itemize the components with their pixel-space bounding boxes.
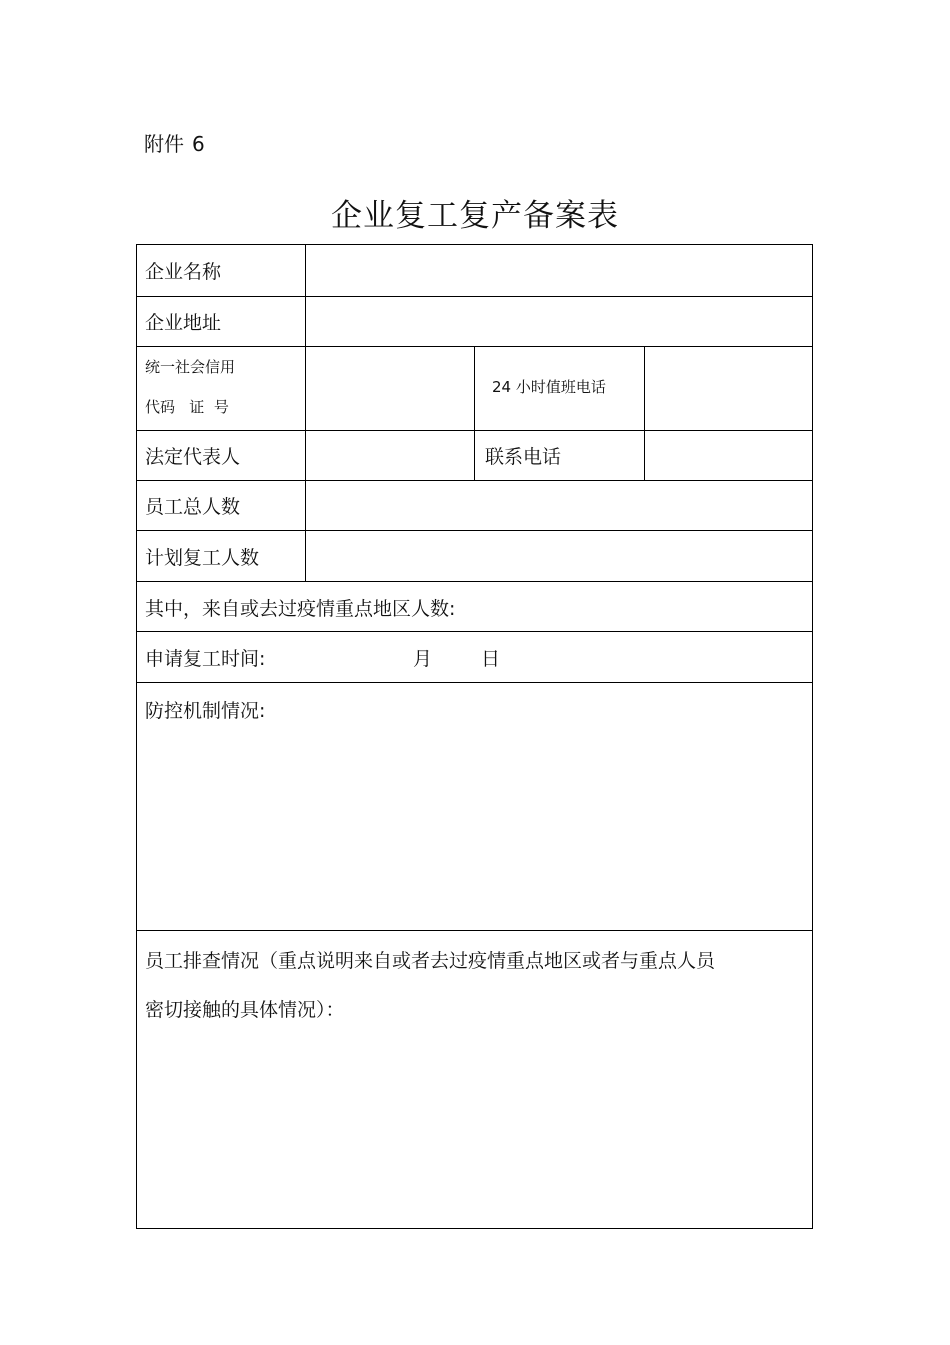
key-area-count-label: 其中，来自或去过疫情重点地区人数:: [145, 598, 456, 620]
credit-code-label-line2: 代码 证 号: [145, 398, 229, 416]
screening-field[interactable]: [137, 1025, 812, 1228]
column-divider: [474, 346, 475, 480]
row-divider: [137, 631, 812, 632]
form-title: 企业复工复产备案表: [331, 198, 619, 234]
duty-phone-label: 24 小时值班电话: [492, 378, 606, 396]
company-name-label: 企业名称: [145, 261, 222, 283]
credit-code-label-line1: 统一社会信用: [145, 358, 236, 376]
total-employees-field[interactable]: [306, 481, 812, 530]
total-employees-label: 员工总人数: [145, 496, 241, 518]
company-name-field[interactable]: [306, 245, 812, 296]
legal-rep-label: 法定代表人: [145, 446, 241, 468]
row-divider: [137, 682, 812, 683]
company-address-label: 企业地址: [145, 312, 222, 334]
duty-phone-field[interactable]: [645, 347, 812, 430]
apply-time-label: 申请复工时间:: [145, 648, 266, 670]
prevention-label: 防控机制情况:: [145, 700, 266, 722]
credit-code-field[interactable]: [306, 347, 474, 430]
planned-return-field[interactable]: [306, 531, 812, 581]
screening-label-line1: 员工排查情况（重点说明来自或者去过疫情重点地区或者与重点人员: [145, 950, 716, 972]
screening-label-line2: 密切接触的具体情况）：: [145, 999, 345, 1021]
month-label: 月: [413, 648, 433, 670]
filing-form-table: [136, 244, 813, 1229]
day-label: 日: [481, 648, 501, 670]
planned-return-label: 计划复工人数: [145, 547, 260, 569]
prevention-field[interactable]: [137, 725, 812, 930]
attachment-number: 6: [192, 132, 205, 156]
attachment-text: 附件: [144, 132, 184, 156]
attachment-label: [144, 128, 205, 157]
row-divider: [137, 581, 812, 582]
company-address-field[interactable]: [306, 297, 812, 346]
contact-phone-field[interactable]: [645, 431, 812, 480]
row-divider: [137, 930, 812, 931]
legal-rep-field[interactable]: [306, 431, 474, 480]
contact-phone-label: 联系电话: [485, 446, 562, 468]
